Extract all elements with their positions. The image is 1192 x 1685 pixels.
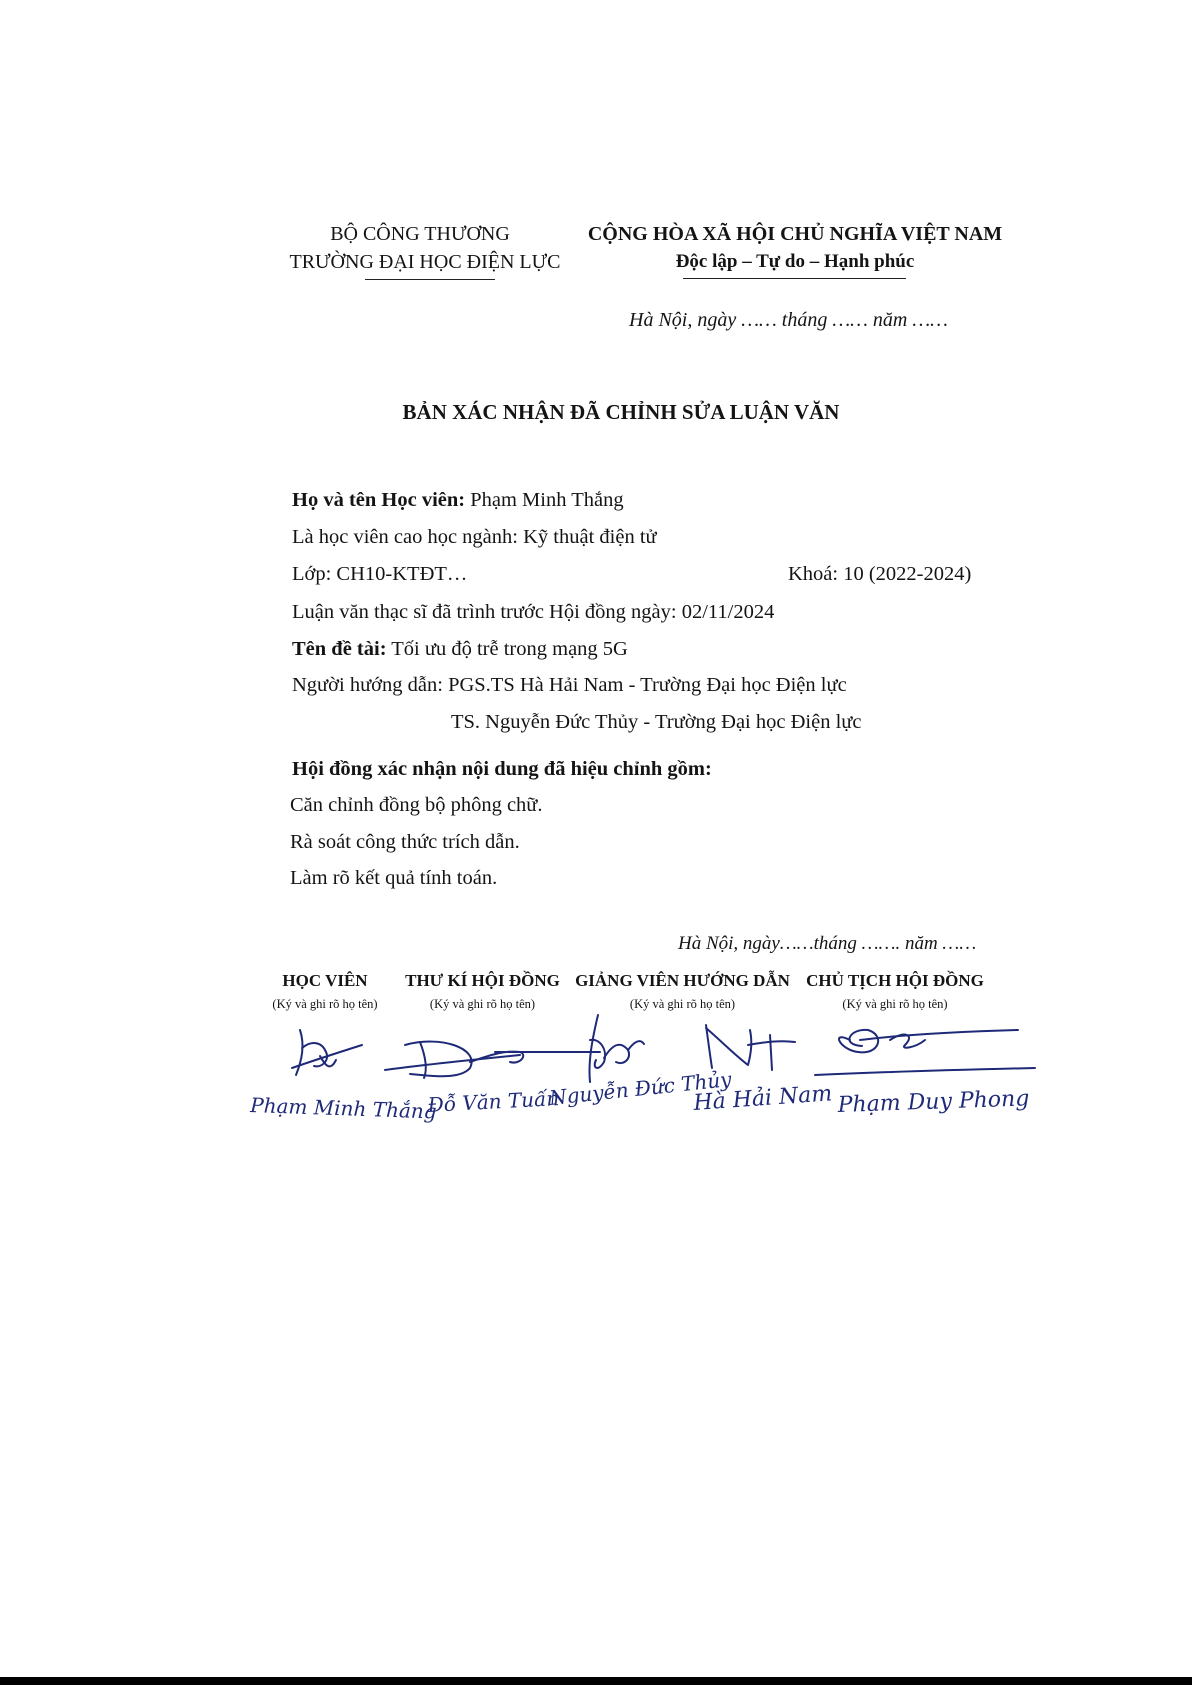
topic-value: Tối ưu độ trễ trong mạng 5G — [386, 638, 628, 660]
signature-chairman — [815, 1030, 1035, 1075]
defense-date-line: Luận văn thạc sĩ đã trình trước Hội đồng ngày: 02/11/2024 — [292, 601, 775, 623]
student-label: Họ và tên Học viên: — [292, 489, 466, 511]
signature-advisor-1 — [589, 1015, 644, 1082]
major-line: Là học viên cao học ngành: Kỹ thuật điện tử — [292, 526, 657, 548]
signer-title-student: HỌC VIÊN — [282, 971, 368, 990]
signer-note-student: (Ký và ghi rõ họ tên) — [272, 997, 378, 1011]
course-line: Khoá: 10 (2022-2024) — [788, 563, 972, 585]
handwritten-name-secretary: Đỗ Văn Tuấn — [427, 1086, 560, 1117]
signer-title-advisor: GIẢNG VIÊN HƯỚNG DẪN — [575, 971, 790, 990]
republic-name: CỘNG HÒA XÃ HỘI CHỦ NGHĨA VIỆT NAM — [587, 223, 1003, 245]
revision-item: Làm rõ kết quả tính toán. — [290, 867, 498, 889]
motto: Độc lập – Tự do – Hạnh phúc — [675, 251, 915, 272]
advisor-line-2: TS. Nguyễn Đức Thủy - Trường Đại học Điện lực — [451, 711, 862, 733]
handwritten-name-advisor: Nguyễn Đức Thủy — [548, 1066, 733, 1110]
document-title: BẢN XÁC NHẬN ĐÃ CHỈNH SỬA LUẬN VĂN — [402, 400, 840, 424]
student-name: Phạm Minh Thắng — [465, 489, 624, 511]
signature-secretary — [385, 1042, 600, 1078]
place-date-bottom: Hà Nội, ngày……tháng ……. năm …… — [678, 933, 977, 954]
signer-note-secretary: (Ký và ghi rõ họ tên) — [429, 997, 536, 1011]
advisor-line-1: Người hướng dẫn: PGS.TS Hà Hải Nam - Trường Đại học Điện lực — [292, 674, 847, 696]
revision-item: Căn chỉnh đồng bộ phông chữ. — [290, 794, 543, 816]
topic-label: Tên đề tài: — [292, 638, 387, 660]
handwritten-name-chairman: Phạm Duy Phong — [837, 1086, 1030, 1118]
ministry-name: BỘ CÔNG THƯƠNG — [330, 223, 510, 245]
revisions-heading: Hội đồng xác nhận nội dung đã hiệu chỉnh gồm: — [292, 758, 712, 780]
signature-student — [292, 1030, 362, 1075]
revision-item: Rà soát công thức trích dẫn. — [290, 831, 520, 853]
signature-advisor-2 — [706, 1025, 795, 1070]
handwritten-name-student: Phạm Minh Thắng — [249, 1093, 437, 1124]
signer-note-advisor: (Ký và ghi rõ họ tên) — [629, 997, 736, 1011]
svg-text:Hà Hải Nam: Hà Hải Nam — [692, 1081, 833, 1116]
university-name: TRƯỜNG ĐẠI HỌC ĐIỆN LỰC — [289, 251, 561, 273]
scan-bottom-edge — [0, 1677, 1192, 1685]
signer-title-chairman: CHỦ TỊCH HỘI ĐỒNG — [806, 971, 984, 990]
class-line: Lớp: CH10-KTĐT… — [292, 563, 468, 585]
signer-note-chairman: (Ký và ghi rõ họ tên) — [842, 997, 948, 1011]
place-date-top: Hà Nội, ngày …… tháng …… năm …… — [629, 309, 948, 331]
signer-title-secretary: THƯ KÍ HỘI ĐỒNG — [405, 971, 560, 990]
